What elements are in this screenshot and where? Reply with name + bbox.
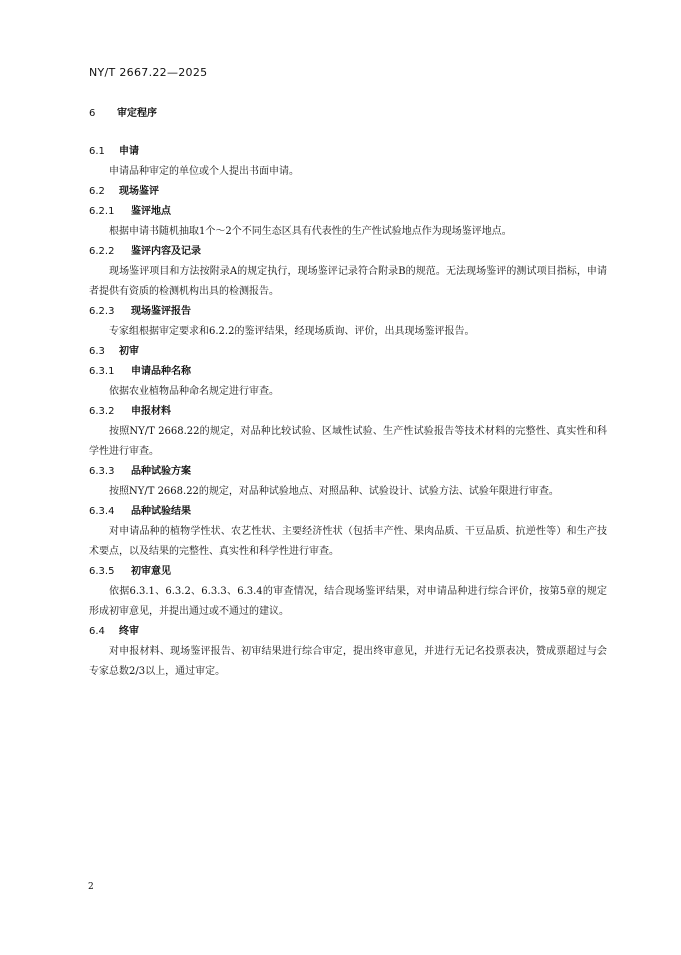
section-number: 6 bbox=[89, 108, 96, 119]
section-heading-6-1 bbox=[89, 142, 607, 162]
section-title: 品种试验方案 bbox=[131, 466, 191, 477]
section-number: 6.1 bbox=[89, 146, 105, 157]
section-heading-6-2 bbox=[89, 182, 607, 202]
section-heading-6-2-1 bbox=[89, 202, 607, 222]
paragraph: 按照NY/T 2668.22的规定，对品种比较试验、区域性试验、生产性试验报告等技术材料的完整性、真实性和科学性进行审查。 bbox=[89, 426, 607, 457]
section-number: 6.3.4 bbox=[89, 506, 115, 517]
section-number: 6.2.3 bbox=[89, 306, 115, 317]
page-number: 2 bbox=[88, 882, 94, 892]
section-heading-6-3 bbox=[89, 342, 607, 362]
section-heading-6-3-5 bbox=[89, 562, 607, 582]
section-title: 终审 bbox=[119, 626, 139, 637]
section-title: 现场鉴评报告 bbox=[131, 306, 191, 317]
paragraph: 依据农业植物品种命名规定进行审查。 bbox=[109, 386, 279, 397]
section-heading-6-2-3 bbox=[89, 302, 607, 322]
section-title: 申请品种名称 bbox=[131, 366, 191, 377]
section-heading-6-4 bbox=[89, 622, 607, 642]
standard-code: NY/T 2667.22—2025 bbox=[89, 66, 208, 79]
paragraph: 对申报材料、现场鉴评报告、初审结果进行综合审定，提出终审意见，并进行无记名投票表决，赞成票超过与会专家总数2/3以上，通过审定。 bbox=[89, 646, 607, 677]
section-heading-6-3-4 bbox=[89, 502, 607, 522]
section-number: 6.3.2 bbox=[89, 406, 115, 417]
document-body bbox=[89, 104, 607, 682]
section-title: 审定程序 bbox=[117, 108, 157, 119]
section-title: 申报材料 bbox=[131, 406, 171, 417]
section-number: 6.3 bbox=[89, 346, 105, 357]
paragraph: 专家组根据审定要求和6.2.2的鉴评结果，经现场质询、评价，出具现场鉴评报告。 bbox=[109, 326, 475, 337]
paragraph: 现场鉴评项目和方法按附录A的规定执行，现场鉴评记录符合附录B的规范。无法现场鉴评的测试项目指标，申请者提供有资质的检测机构出具的检测报告。 bbox=[89, 266, 607, 297]
section-number: 6.2.1 bbox=[89, 206, 115, 217]
section-number: 6.3.5 bbox=[89, 566, 115, 577]
section-number: 6.2 bbox=[89, 186, 105, 197]
section-title: 鉴评内容及记录 bbox=[131, 246, 201, 257]
section-number: 6.2.2 bbox=[89, 246, 115, 257]
section-heading-6-3-2 bbox=[89, 402, 607, 422]
section-heading-6 bbox=[89, 104, 607, 124]
paragraph: 根据申请书随机抽取1个～2个不同生态区具有代表性的生产性试验地点作为现场鉴评地点。 bbox=[109, 226, 512, 237]
section-heading-6-3-1 bbox=[89, 362, 607, 382]
paragraph: 申请品种审定的单位或个人提出书面申请。 bbox=[109, 166, 299, 177]
section-title: 申请 bbox=[119, 146, 139, 157]
paragraph: 按照NY/T 2668.22的规定，对品种试验地点、对照品种、试验设计、试验方法、试验年限进行审查。 bbox=[109, 486, 559, 497]
paragraph: 依据6.3.1、6.3.2、6.3.3、6.3.4的审查情况，结合现场鉴评结果，对申请品种进行综合评价，按第5章的规定形成初审意见，并提出通过或不通过的建议。 bbox=[89, 586, 607, 617]
section-number: 6.4 bbox=[89, 626, 105, 637]
section-heading-6-3-3 bbox=[89, 462, 607, 482]
section-heading-6-2-2 bbox=[89, 242, 607, 262]
paragraph: 对申请品种的植物学性状、农艺性状、主要经济性状（包括丰产性、果肉品质、干豆品质、抗逆性等）和生产技术要点，以及结果的完整性、真实性和科学性进行审查。 bbox=[89, 526, 607, 557]
section-title: 品种试验结果 bbox=[131, 506, 191, 517]
section-number: 6.3.1 bbox=[89, 366, 115, 377]
section-title: 鉴评地点 bbox=[131, 206, 171, 217]
section-title: 初审 bbox=[119, 346, 139, 357]
section-title: 现场鉴评 bbox=[119, 186, 159, 197]
section-number: 6.3.3 bbox=[89, 466, 115, 477]
section-title: 初审意见 bbox=[131, 566, 171, 577]
